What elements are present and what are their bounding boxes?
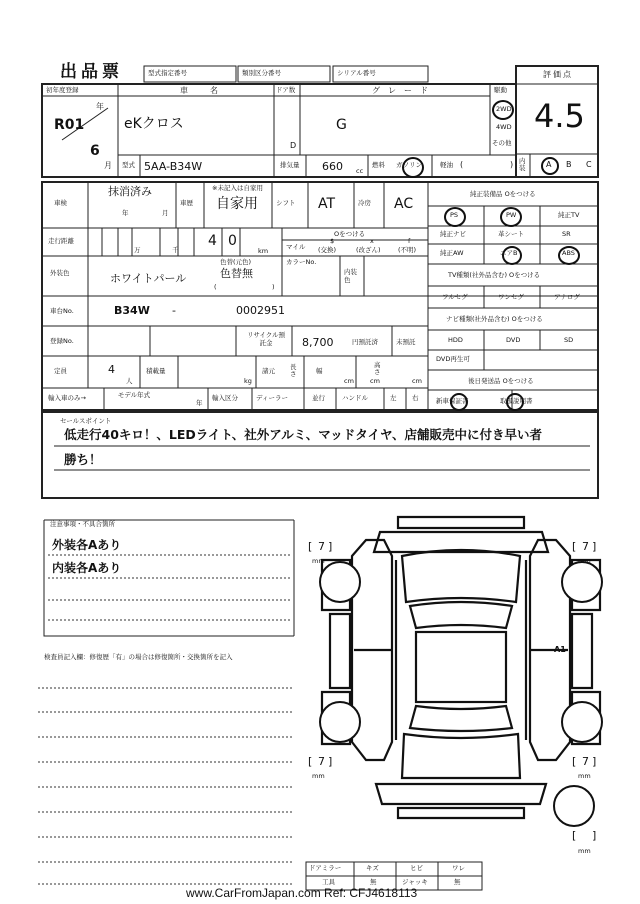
option-aw: 純正AW [440, 249, 464, 257]
tire-spare-mm: mm [578, 847, 591, 855]
recycle-paid: 円預託済 [352, 338, 378, 346]
mileage-label: 走行距離 [48, 237, 74, 245]
swap-symbol: $ [330, 237, 335, 245]
tamper-symbol: x [370, 237, 374, 245]
tire-spare-bracket-close: ] [592, 829, 597, 842]
drive-4wd: 4WD [496, 123, 512, 131]
option-abs-circle [558, 246, 580, 265]
car-name-value: eKクロス [124, 116, 184, 132]
option-abs: ABS [562, 249, 575, 257]
legend-tools: 工具 [322, 878, 335, 886]
fuel-gasoline: ガソリン [396, 161, 422, 169]
genuine-options-title: 純正装備品 Oをつける [470, 190, 536, 198]
first-registration-label: 初年度登録 [46, 86, 79, 94]
width-label: 幅 [316, 367, 323, 375]
load-label: 積載量 [146, 367, 166, 375]
exterior-color-value: ホワイトパール [110, 272, 187, 285]
parallel-label: 並行 [312, 394, 325, 402]
usage-value: 自家用 [216, 196, 258, 212]
inspection-label: 車検 [54, 199, 67, 207]
handle-left: 左 [390, 394, 397, 402]
grade-value: G [336, 117, 347, 133]
unknown-symbol: f [408, 237, 411, 245]
model-year-char: 年 [196, 399, 203, 407]
load-kg: kg [244, 377, 252, 385]
chassis-prefix: B34W [114, 304, 150, 317]
evaluation-score: 4.5 [534, 97, 585, 135]
later-shipment-title: 後日発送品 Oをつける [468, 377, 534, 385]
drive-label: 駆動 [494, 86, 507, 94]
inspection-year-char: 年 [122, 209, 129, 217]
tire-fl-depth: 7 [318, 540, 325, 553]
interior-grade-label: 内装 [519, 157, 526, 172]
legend-crack: ヒビ [410, 864, 423, 872]
tire-rl-bracket-close: ] [328, 755, 333, 768]
option-tv: 純正TV [558, 211, 580, 219]
model-cert-label: 型式指定番号 [148, 69, 187, 77]
year-char: 年 [96, 102, 104, 111]
length-cm: cm [344, 377, 354, 385]
legend-door-mirror: ドアミラー [309, 864, 342, 872]
later-manual: 取扱説明書 [500, 397, 533, 405]
chassis-number: 0002951 [236, 304, 285, 317]
interior-grade-c: C [586, 160, 592, 169]
shift-value: AT [318, 196, 336, 212]
tire-fr-depth: 7 [582, 540, 589, 553]
notes-label: 注意事項・不具合箇所 [50, 520, 115, 528]
mile-label: マイル [286, 243, 306, 251]
manual-circle [506, 393, 524, 411]
length-label: 長さ [290, 363, 297, 378]
option-ps-circle [444, 207, 466, 227]
mileage-man: 万 [134, 246, 141, 254]
person-char: 人 [126, 377, 133, 385]
displacement-value: 660 [322, 160, 343, 173]
tire-fr-bracket-close: ] [592, 540, 597, 553]
recycle-unpaid: 未預託 [396, 338, 416, 346]
interior-a-circle [541, 157, 559, 175]
fuel-paren-open: ( [460, 160, 464, 169]
sales-point-label: セールスポイント [60, 417, 112, 425]
tv-type-title: TV種類(社外品含む) Oをつける [448, 271, 541, 279]
option-pw-circle [500, 207, 522, 227]
option-leather: 革シート [498, 230, 524, 238]
import-class-label: 輸入区分 [212, 394, 238, 402]
first-registration-month: 6 [90, 143, 100, 159]
drive-2wd: 2WD [496, 105, 512, 113]
dealer-label: ディーラー [256, 394, 288, 402]
inspector-note-label: 検査員記入欄：修復歴「有」の場合は修復箇所・交換箇所を記入 [44, 653, 233, 661]
shift-label: シフト [276, 199, 296, 207]
legend-scratch: キズ [366, 864, 379, 872]
option-airbag-circle [502, 246, 522, 265]
tire-rl-depth: 7 [318, 755, 325, 768]
sales-point-line-2: 勝ち！ [64, 452, 102, 467]
option-navi: 純正ナビ [440, 230, 466, 238]
color-number-label: カラーNo. [286, 258, 317, 266]
inspection-value: 抹消済み [108, 185, 152, 198]
interior-grade-a: A [546, 160, 552, 169]
dvd-playback: DVD再生可 [436, 355, 470, 363]
serial-number-label: シリアル番号 [337, 69, 376, 77]
type-label: 型式 [122, 161, 135, 169]
tire-fl-bracket-close: ] [328, 540, 333, 553]
legend-split: ワレ [452, 864, 465, 872]
sales-point-line-1: 低走行40キロ！、LEDライト、社外アルミ、マッドタイヤ、店舗販売中に付き早い者 [64, 427, 543, 442]
color-change-value: 色替無 [220, 267, 253, 280]
option-airbag: エアB [500, 249, 518, 257]
navi-hdd: HDD [448, 336, 463, 344]
tire-rr-bracket-close: ] [592, 755, 597, 768]
color-paren-open: ( [214, 283, 217, 291]
import-label: 輸入車のみ→ [48, 394, 86, 402]
navi-sd: SD [564, 336, 574, 344]
option-pw: PW [506, 211, 517, 219]
fuel-diesel: 軽油 [440, 161, 453, 169]
notes-line-1: 外装各Aあり [52, 538, 122, 552]
inspection-month-char: 月 [162, 209, 169, 217]
later-warranty: 新車保証書 [436, 397, 469, 405]
width-cm: cm [370, 377, 380, 385]
option-ps: PS [450, 211, 459, 219]
warranty-circle [450, 393, 468, 411]
damage-code-a1: A1 [554, 645, 566, 654]
tire-rl-bracket-open: [ [308, 755, 313, 768]
fuel-label: 燃料 [372, 161, 385, 169]
tire-rr-bracket-open: [ [572, 755, 577, 768]
tire-rl-mm: mm [312, 772, 325, 780]
drive-other: その他 [492, 139, 512, 147]
navi-dvd: DVD [506, 336, 521, 344]
recycle-label: リサイクル預託金 [246, 331, 286, 348]
tv-full-seg: フルセグ [442, 293, 468, 301]
dimension-label: 諸元 [262, 367, 275, 375]
aircon-label: 冷房 [358, 199, 371, 207]
tire-fl-mm: mm [312, 557, 325, 565]
tv-one-seg: ワンセグ [498, 293, 524, 301]
grade-label: グレード [372, 86, 436, 95]
tire-fr-mm: mm [578, 557, 591, 565]
tire-rr-depth: 7 [582, 755, 589, 768]
watermark-text: www.CarFromJapan.com Ref: CFJ4618113 [186, 886, 418, 900]
first-registration-era: R01 [54, 117, 85, 133]
form-title: 出品票 [60, 62, 123, 82]
drive-2wd-circle [492, 100, 514, 120]
color-paren-close: ) [272, 283, 275, 291]
car-name-label: 車名 [180, 86, 240, 95]
cc-label: cc [356, 167, 364, 175]
aircon-value: AC [394, 196, 414, 212]
door-count-label: ドア数 [276, 86, 296, 94]
type-value: 5AA-B34W [144, 160, 203, 173]
door-d: D [290, 141, 297, 150]
handle-label: ハンドル [342, 394, 368, 402]
legend-jack: ジャッキ [402, 878, 428, 886]
tire-spare-bracket-open: [ [572, 829, 577, 842]
model-year-label: モデル年式 [117, 391, 151, 399]
chassis-dash: - [172, 304, 176, 317]
tire-fl-bracket-open: [ [308, 540, 313, 553]
exterior-color-label: 外装色 [50, 269, 70, 277]
displacement-label: 排気量 [280, 161, 300, 169]
height-label: 高さ [374, 361, 381, 376]
capacity-label: 定員 [54, 367, 67, 375]
tire-fr-bracket-open: [ [572, 540, 577, 553]
interior-color-label: 内装色 [344, 268, 357, 285]
legend-tools-none: 無 [370, 878, 377, 886]
navi-type-title: ナビ種類(社外品含む) Oをつける [446, 315, 543, 323]
fuel-gasoline-circle [402, 157, 424, 178]
tamper-label: (改ざん) [356, 246, 381, 254]
fuel-paren-close: ) [510, 160, 514, 169]
mileage-digit-1: 4 [208, 233, 217, 249]
legend-jack-none: 無 [454, 878, 461, 886]
usage-note: ※未記入は自家用 [212, 184, 263, 192]
unknown-label: (不明) [398, 246, 417, 254]
mileage-digit-2: 0 [228, 233, 237, 249]
recycle-value: 8,700 [302, 336, 334, 349]
km-label: km [258, 247, 269, 255]
color-change-label: 色替(元色) [220, 258, 252, 266]
option-sr: SR [562, 230, 571, 238]
month-char: 月 [104, 161, 112, 170]
tv-analog: アナログ [554, 293, 580, 301]
class-number-label: 類別区分番号 [242, 69, 281, 77]
evaluation-label: 評価点 [543, 70, 573, 79]
tire-rr-mm: mm [578, 772, 591, 780]
mileage-sen: 千 [172, 246, 179, 254]
handle-right: 右 [412, 394, 419, 402]
interior-grade-b: B [566, 160, 572, 169]
registration-no-label: 登録No. [50, 337, 74, 345]
chassis-label: 車台No. [50, 307, 74, 315]
capacity-value: 4 [108, 363, 115, 376]
notes-line-2: 内装各Aあり [52, 561, 122, 575]
mileage-circle-note: Oをつける [334, 230, 366, 238]
usage-label: 車歴 [180, 199, 193, 207]
height-cm: cm [412, 377, 422, 385]
swap-label: (交換) [318, 246, 337, 254]
